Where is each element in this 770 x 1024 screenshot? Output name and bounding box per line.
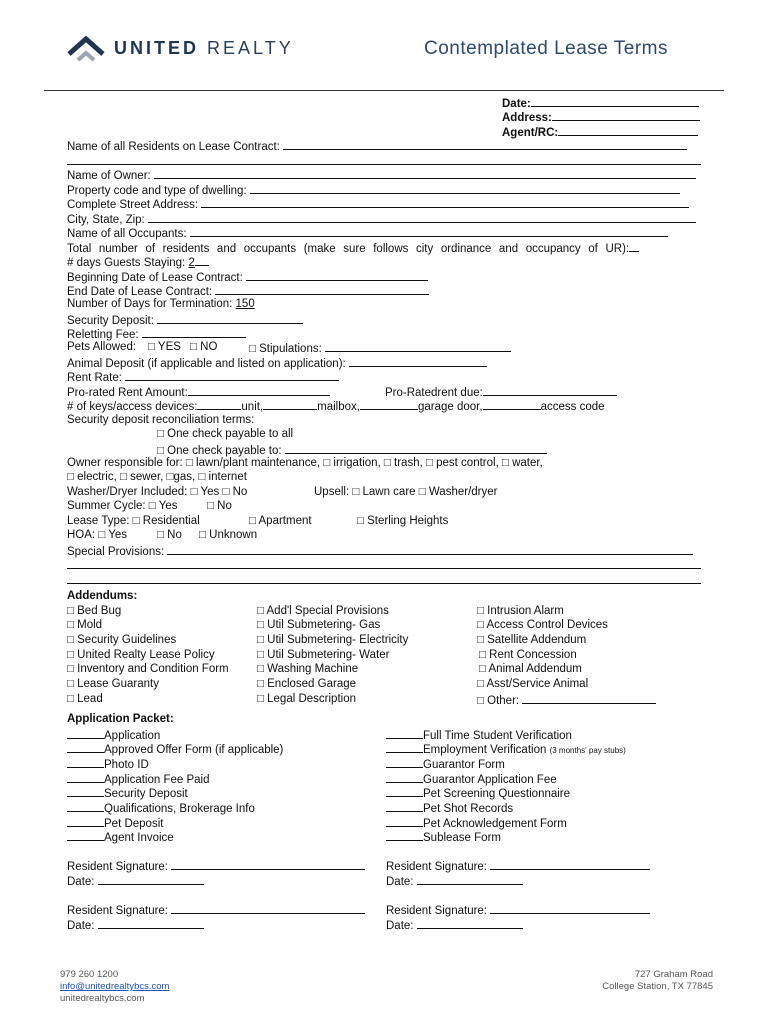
company-logo <box>66 34 294 62</box>
hoa-yes[interactable]: HOA: □ Yes <box>67 529 128 541</box>
summer-cycle-yes[interactable]: Summer Cycle: □ Yes <box>67 500 178 512</box>
packet-item-label: Security Deposit <box>104 788 188 800</box>
pets-stipulations-label: □ Stipulations: <box>249 343 322 355</box>
addendum-bed-bug[interactable]: □ Bed Bug <box>67 605 122 617</box>
addendum-animal[interactable]: □ Animal Addendum <box>479 663 582 675</box>
street-address-field[interactable] <box>67 196 689 212</box>
packet-sublease-form[interactable] <box>386 829 501 845</box>
termination-label: Number of Days for Termination: <box>67 298 233 310</box>
packet-pet-shot-records[interactable] <box>386 800 513 816</box>
pets-stipulations-field[interactable] <box>249 340 511 356</box>
address-label: Address: <box>502 112 552 124</box>
footer-city: College Station, TX 77845 <box>602 981 713 992</box>
packet-item-label: Application <box>104 730 161 742</box>
reletting-fee-label: Reletting Fee: <box>67 329 139 341</box>
signature-date-label: Date: <box>386 876 414 888</box>
packet-security-deposit[interactable] <box>67 785 188 801</box>
signature-date-4[interactable] <box>386 917 523 933</box>
upsell-field[interactable]: Upsell: □ Lawn care □ Washer/dryer <box>314 486 498 498</box>
property-code-label: Property code and type of dwelling: <box>67 185 247 197</box>
reconciliation-label: Security deposit reconciliation terms: <box>67 414 255 426</box>
packet-item-label: Qualifications, Brokerage Info <box>104 803 255 815</box>
keys-garage-label: garage door, <box>417 401 483 413</box>
animal-deposit-label: Animal Deposit (if applicable and listed on application): <box>67 358 346 370</box>
special-provisions-line2[interactable] <box>67 568 701 569</box>
guests-field[interactable] <box>67 254 209 270</box>
resident-signature-3[interactable] <box>67 902 365 918</box>
rent-rate-label: Rent Rate: <box>67 372 122 384</box>
owner-responsible-line1[interactable]: Owner responsible for: □ lawn/plant maintenance, □ irrigation, □ trash, □ pest control, □ water, <box>67 457 543 469</box>
addendum-enclosed-garage[interactable]: □ Enclosed Garage <box>257 678 357 690</box>
addendum-util-water[interactable]: □ Util Submetering- Water <box>257 649 390 661</box>
signature-label: Resident Signature: <box>67 861 169 873</box>
signature-date-1[interactable] <box>67 873 204 889</box>
packet-item-label: Pet Deposit <box>104 818 164 830</box>
addendum-lead[interactable]: □ Lead <box>67 693 103 705</box>
packet-item-label: Pet Screening Questionnaire <box>423 788 571 800</box>
begin-date-label: Beginning Date of Lease Contract: <box>67 272 243 284</box>
packet-item-label: Guarantor Form <box>423 759 505 771</box>
packet-item-label: Pet Shot Records <box>423 803 514 815</box>
addendum-satellite[interactable]: □ Satellite Addendum <box>477 634 587 646</box>
keys-unit-label: unit, <box>241 401 264 413</box>
signature-label: Resident Signature: <box>67 905 169 917</box>
signature-date-3[interactable] <box>67 917 204 933</box>
guests-label: # days Guests Staying: <box>67 257 186 269</box>
signature-date-label: Date: <box>386 920 414 932</box>
one-check-to-label: □ One check payable to: <box>157 445 282 457</box>
addendum-lease-guaranty[interactable]: □ Lease Guaranty <box>67 678 159 690</box>
roof-logo-icon <box>66 34 106 62</box>
address-field[interactable] <box>502 109 700 125</box>
prorated-amount-label: Pro-rated Rent Amount: <box>67 387 188 399</box>
keys-field[interactable] <box>67 398 605 414</box>
packet-item-label: Employment Verification <box>423 744 547 756</box>
packet-guarantor-form[interactable] <box>386 756 505 772</box>
brand-light: REALTY <box>207 37 294 58</box>
date-label: Date: <box>502 98 531 110</box>
addendum-lease-policy[interactable]: □ United Realty Lease Policy <box>67 649 215 661</box>
security-deposit-label: Security Deposit: <box>67 315 154 327</box>
prorated-due-label: Pro-Ratedrent due: <box>385 387 483 399</box>
occupants-field[interactable] <box>67 225 668 241</box>
pets-yes-checkbox[interactable]: □ YES <box>148 341 181 353</box>
packet-item-label: Sublease Form <box>423 832 501 844</box>
packet-item-label: Pet Acknowledgement Form <box>423 818 567 830</box>
resident-signature-4[interactable] <box>386 902 650 918</box>
document-title: Contemplated Lease Terms <box>424 38 668 59</box>
signature-date-label: Date: <box>67 876 95 888</box>
lease-type-apartment[interactable]: □ Apartment <box>249 515 312 527</box>
special-provisions-line3[interactable] <box>67 583 701 584</box>
keys-access-label: access code <box>540 401 605 413</box>
footer-email-link[interactable]: info@unitedrealtybcs.com <box>60 981 170 992</box>
packet-item-label: Application Fee Paid <box>104 774 210 786</box>
residents-label: Name of all Residents on Lease Contract: <box>67 141 280 153</box>
addendum-util-gas[interactable]: □ Util Submetering- Gas <box>257 619 381 631</box>
header-divider <box>44 90 724 91</box>
packet-qualifications[interactable] <box>67 800 255 816</box>
footer-contact <box>60 969 169 1005</box>
packet-item-label: Guarantor Application Fee <box>423 774 557 786</box>
packet-item-label: Approved Offer Form (if applicable) <box>104 744 284 756</box>
addendum-other-label: □ Other: <box>477 695 520 707</box>
packet-item-label: Full Time Student Verification <box>423 730 572 742</box>
washer-dryer-field[interactable]: Washer/Dryer Included: □ Yes □ No <box>67 486 248 498</box>
termination-value: 150 <box>235 298 255 310</box>
guests-value: 2 <box>188 257 195 269</box>
brand-name <box>114 38 294 59</box>
packet-approved-offer[interactable] <box>67 741 283 757</box>
residents-extra-line[interactable] <box>67 164 701 165</box>
addendum-washing-machine[interactable]: □ Washing Machine <box>257 663 359 675</box>
keys-mailbox-label: mailbox, <box>317 401 360 413</box>
addendum-security-guidelines[interactable]: □ Security Guidelines <box>67 634 177 646</box>
termination-field[interactable] <box>67 297 255 311</box>
city-label: City, State, Zip: <box>67 214 145 226</box>
addendum-legal-description[interactable]: □ Legal Description <box>257 693 356 705</box>
signature-date-2[interactable] <box>386 873 523 889</box>
addendum-service-animal[interactable]: □ Asst/Service Animal <box>477 678 589 690</box>
addendum-mold[interactable]: □ Mold <box>67 619 103 631</box>
pets-allowed-label: Pets Allowed: <box>67 341 137 353</box>
addendum-intrusion-alarm[interactable]: □ Intrusion Alarm <box>477 605 564 617</box>
owner-responsible-line2[interactable]: □ electric, □ sewer, □gas, □ internet <box>67 471 247 483</box>
footer-street: 727 Graham Road <box>634 969 713 980</box>
resident-signature-2[interactable] <box>386 858 650 874</box>
footer-address <box>602 969 713 993</box>
addendum-util-electricity[interactable]: □ Util Submetering- Electricity <box>257 634 409 646</box>
street-address-label: Complete Street Address: <box>67 199 199 211</box>
addendum-rent-concession[interactable]: □ Rent Concession <box>479 649 577 661</box>
special-provisions-label: Special Provisions: <box>67 546 165 558</box>
resident-signature-1[interactable] <box>67 858 365 874</box>
packet-pet-screening[interactable] <box>386 785 570 801</box>
hoa-no[interactable]: □ No <box>157 529 182 541</box>
addendums-heading: Addendums: <box>67 590 138 602</box>
total-residents-label: Total number of residents and occupants (make sure follows city ordinance and occupancy of UR): <box>67 243 630 255</box>
lease-type-residential[interactable]: Lease Type: □ Residential <box>67 515 200 527</box>
packet-photo-id[interactable] <box>67 756 149 772</box>
addendum-other-field[interactable] <box>477 692 656 708</box>
hoa-unknown[interactable]: □ Unknown <box>199 529 258 541</box>
packet-agent-invoice[interactable] <box>67 829 174 845</box>
signature-label: Resident Signature: <box>386 861 488 873</box>
pets-no-checkbox[interactable]: □ NO <box>190 341 218 353</box>
addendum-access-control[interactable]: □ Access Control Devices <box>477 619 608 631</box>
pay-stubs-note: (3 months' pay stubs) <box>549 746 626 755</box>
signature-label: Resident Signature: <box>386 905 488 917</box>
owner-label: Name of Owner: <box>67 170 151 182</box>
brand-strong: UNITED <box>114 37 199 58</box>
footer-website: unitedrealtybcs.com <box>60 993 145 1004</box>
special-provisions-field[interactable] <box>67 543 693 559</box>
footer-phone: 979 260 1200 <box>60 969 119 980</box>
agent-label: Agent/RC: <box>502 127 559 139</box>
keys-label: # of keys/access devices: <box>67 401 198 413</box>
one-check-all-checkbox[interactable]: □ One check payable to all <box>157 428 294 440</box>
end-date-label: End Date of Lease Contract: <box>67 286 213 298</box>
rent-rate-field[interactable] <box>67 369 339 385</box>
signature-date-label: Date: <box>67 920 95 932</box>
lease-type-sterling[interactable]: □ Sterling Heights <box>357 515 449 527</box>
summer-cycle-no[interactable]: □ No <box>207 500 232 512</box>
addendum-inventory-condition[interactable]: □ Inventory and Condition Form <box>67 663 229 675</box>
occupants-label: Name of all Occupants: <box>67 228 187 240</box>
residents-field[interactable] <box>67 138 687 154</box>
addendum-special-provisions[interactable]: □ Add'l Special Provisions <box>257 605 389 617</box>
owner-field[interactable] <box>67 167 696 183</box>
application-packet-heading: Application Packet: <box>67 713 174 725</box>
packet-item-label: Photo ID <box>104 759 149 771</box>
packet-item-label: Agent Invoice <box>104 832 174 844</box>
